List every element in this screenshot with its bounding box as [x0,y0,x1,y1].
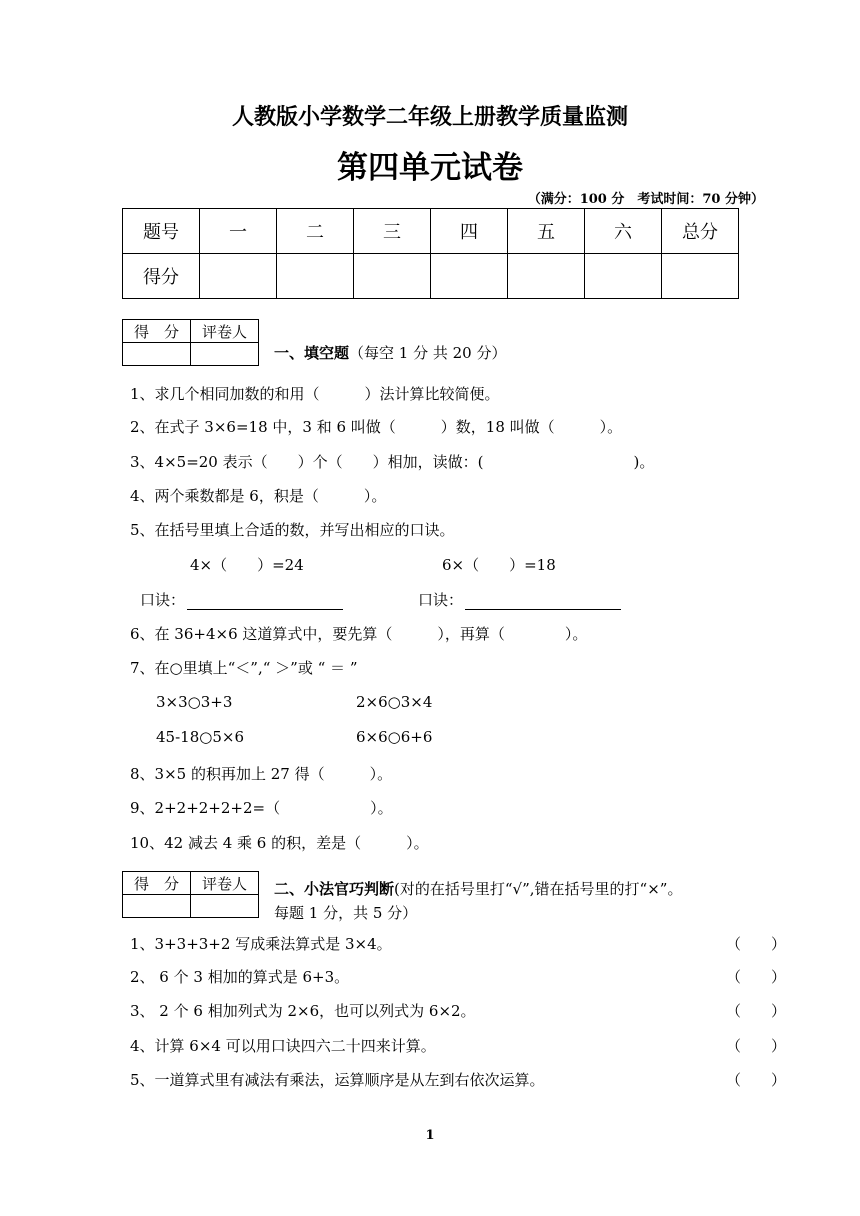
question-1: 1、求几个相同加数的和用（ ）法计算比较简便。 [130,385,500,403]
question-7-a: 3×3○3+3 [156,693,233,711]
question-5: 5、在括号里填上合适的数，并写出相应的口诀。 [130,521,455,539]
score-table [122,208,739,299]
question-8: 8、3×5 的积再加上 27 得（ ）。 [130,765,393,783]
grader-box-1 [122,319,259,366]
answer-paren-3[interactable]: （ ） [726,1002,787,1020]
section1-heading [274,342,507,363]
score-table-header-row [123,209,739,254]
question-4: 4、两个乘数都是 6，积是（ ）。 [130,487,387,505]
score-cell: 题号 [123,209,200,254]
judge-item-3: 3、 2 个 6 相加列式为 2×6，也可以列式为 6×2。 [130,1002,476,1020]
answer-paren-5[interactable]: （ ） [726,1071,787,1089]
answer-line[interactable] [187,595,343,610]
question-2: 2、在式子 3×6=18 中，3 和 6 叫做（ ）数，18 叫做（ ）。 [130,418,623,436]
score-cell: 四 [431,209,508,254]
grader-name-cell[interactable] [191,895,259,918]
answer-line[interactable] [465,595,621,610]
judge-item-1: 1、3+3+3+2 写成乘法算式是 3×4。 [130,935,392,953]
question-6: 6、在 36+4×6 这道算式中，要先算（ ），再算（ ）。 [130,625,588,643]
exam-subtitle: 第四单元试卷 [337,150,523,186]
section1-note: （每空 1 分 共 20 分） [349,344,507,362]
answer-paren-2[interactable]: （ ） [726,968,787,986]
question-7: 7、在○里填上“＜”,“ ＞”或 “ ＝ ” [130,659,358,677]
score-input-cell[interactable] [277,254,354,299]
question-7-b: 2×6○3×4 [356,693,433,711]
section2-note-2: 每题 1 分，共 5 分） [274,904,418,922]
grader-name-label: 评卷人 [191,872,259,895]
question-5-a: 4×（ ）=24 [190,556,304,574]
grader-score-cell[interactable] [123,343,191,366]
score-input-cell[interactable] [585,254,662,299]
grader-score-cell[interactable] [123,895,191,918]
score-input-cell[interactable] [200,254,277,299]
section2-heading [274,878,682,899]
score-table-score-row [123,254,739,299]
answer-paren-4[interactable]: （ ） [726,1037,787,1055]
score-cell: 二 [277,209,354,254]
question-3: 3、4×5=20 表示（ ）个（ ）相加，读做：( )。 [130,453,655,471]
score-cell: 六 [585,209,662,254]
grader-score-label: 得 分 [123,320,191,343]
question-5-b: 6×（ ）=18 [442,556,556,574]
question-5-koujue-1 [140,589,343,610]
question-7-d: 6×6○6+6 [356,728,433,746]
score-input-cell[interactable] [354,254,431,299]
grader-name-label: 评卷人 [191,320,259,343]
grader-name-cell[interactable] [191,343,259,366]
score-input-cell[interactable] [662,254,739,299]
section2-title: 二、小法官巧判断 [274,880,395,898]
section2-note: (对的在括号里打“√”,错在括号里的打“×”。 [394,880,683,898]
score-cell: 三 [354,209,431,254]
grader-score-label: 得 分 [123,872,191,895]
answer-paren-1[interactable]: （ ） [726,935,787,953]
score-input-cell[interactable] [431,254,508,299]
koujue-label: 口诀： [418,591,464,609]
score-cell: 一 [200,209,277,254]
question-9: 9、2+2+2+2+2=（ ）。 [130,799,393,817]
exam-title: 人教版小学数学二年级上册教学质量监测 [231,104,628,130]
exam-meta: （满分：100 分 考试时间：70 分钟） [527,192,764,207]
question-5-koujue-2 [418,589,621,610]
grader-box-2 [122,871,259,918]
page-number: 1 [425,1128,435,1143]
koujue-label: 口诀： [140,591,186,609]
section1-title: 一、填空题 [274,344,350,362]
score-input-cell[interactable] [508,254,585,299]
judge-item-2: 2、 6 个 3 相加的算式是 6+3。 [130,968,350,986]
score-row-label: 得分 [123,254,200,299]
judge-item-5: 5、一道算式里有减法有乘法，运算顺序是从左到右依次运算。 [130,1071,545,1089]
score-cell: 总分 [662,209,739,254]
score-cell: 五 [508,209,585,254]
question-10: 10、42 减去 4 乘 6 的积，差是（ ）。 [130,834,429,852]
question-7-c: 45-18○5×6 [156,728,244,746]
judge-item-4: 4、计算 6×4 可以用口诀四六二十四来计算。 [130,1037,436,1055]
